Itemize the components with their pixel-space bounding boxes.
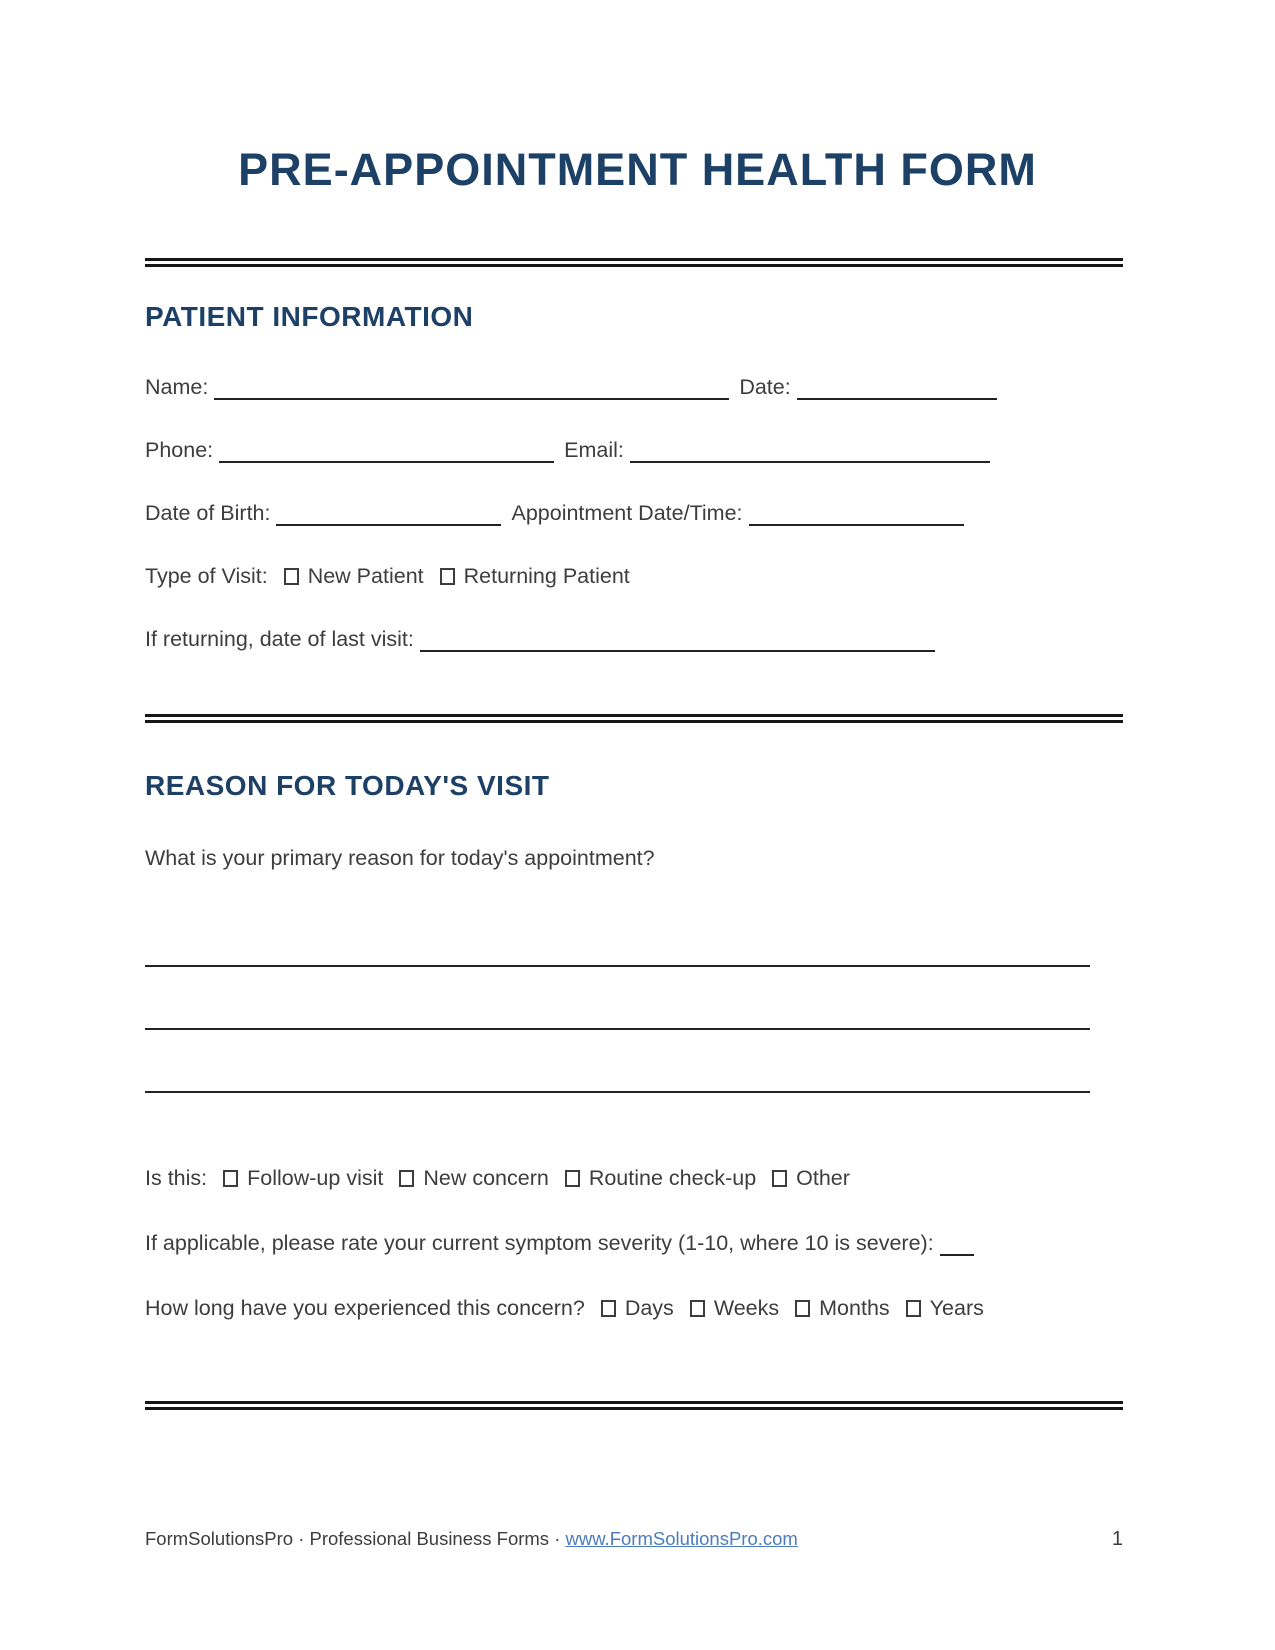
- option-label: New concern: [423, 1166, 549, 1190]
- phone-label: Phone:: [145, 438, 214, 462]
- phone-email-row: [145, 437, 1123, 463]
- duration-option-weeks: [690, 1295, 779, 1321]
- appointment-datetime-label: Appointment Date/Time:: [511, 501, 743, 525]
- checkbox-icon: [565, 1170, 580, 1187]
- visit-type-label: Type of Visit:: [145, 564, 268, 588]
- dob-appointment-row: [145, 500, 1123, 526]
- is-this-label: Is this:: [145, 1166, 208, 1190]
- duration-option-days: [601, 1295, 674, 1321]
- checkbox-icon: [399, 1170, 414, 1187]
- is-this-option-other: [772, 1165, 850, 1191]
- name-blank: [214, 376, 729, 400]
- section-divider: [145, 258, 1123, 267]
- is-this-option-new-concern: [399, 1165, 548, 1191]
- duration-option-months: [795, 1295, 890, 1321]
- section-divider: [145, 714, 1123, 723]
- last-visit-blank: [420, 628, 935, 652]
- last-visit-label: If returning, date of last visit:: [145, 627, 414, 651]
- severity-label: If applicable, please rate your current symptom severity (1-10, where 10 is severe):: [145, 1231, 934, 1255]
- footer-brand-tagline: FormSolutionsPro · Professional Business Forms ·: [145, 1528, 566, 1549]
- duration-label: How long have you experienced this concern?: [145, 1296, 585, 1320]
- name-date-row: [145, 374, 1123, 400]
- email-label: Email:: [564, 438, 624, 462]
- checkbox-icon: [795, 1300, 810, 1317]
- date-of-birth-label: Date of Birth:: [145, 501, 271, 525]
- checkbox-icon: [284, 568, 299, 585]
- section-divider: [145, 1401, 1123, 1410]
- severity-row: [145, 1230, 1123, 1256]
- primary-reason-label: What is your primary reason for today's appointment?: [145, 846, 655, 870]
- duration-option-years: [906, 1295, 984, 1321]
- answer-line-3: [145, 1069, 1090, 1093]
- option-label: Days: [624, 1296, 674, 1320]
- date-of-birth-blank: [276, 502, 501, 526]
- section-heading-patient-information: PATIENT INFORMATION: [145, 301, 474, 332]
- date-label: Date:: [739, 375, 791, 399]
- is-this-row: [145, 1165, 1123, 1191]
- answer-line-2: [145, 1006, 1090, 1030]
- email-blank: [630, 439, 990, 463]
- duration-row: [145, 1295, 1123, 1321]
- option-label: Weeks: [713, 1296, 780, 1320]
- option-label: Returning Patient: [463, 564, 630, 588]
- option-label: Follow-up visit: [247, 1166, 384, 1190]
- checkbox-icon: [440, 568, 455, 585]
- checkbox-icon: [690, 1300, 705, 1317]
- checkbox-icon: [906, 1300, 921, 1317]
- form-title: PRE-APPOINTMENT HEALTH FORM: [238, 144, 1037, 195]
- option-label: New Patient: [307, 564, 424, 588]
- option-label: Other: [796, 1166, 850, 1190]
- checkbox-icon: [772, 1170, 787, 1187]
- checkbox-icon: [223, 1170, 238, 1187]
- section-heading-reason-for-visit: REASON FOR TODAY'S VISIT: [145, 770, 550, 801]
- is-this-option-routine-check-up: [565, 1165, 756, 1191]
- severity-blank: [940, 1232, 974, 1256]
- page-footer: [145, 1528, 1123, 1551]
- is-this-option-follow-up: [223, 1165, 383, 1191]
- page-number: 1: [1111, 1528, 1123, 1550]
- visit-type-option-returning-patient: [440, 563, 630, 589]
- visit-type-row: [145, 563, 1123, 589]
- checkbox-icon: [601, 1300, 616, 1317]
- option-label: Routine check-up: [588, 1166, 757, 1190]
- footer-text: [145, 1528, 798, 1550]
- primary-reason-question: [145, 845, 1123, 871]
- answer-line-1: [145, 943, 1090, 967]
- name-label: Name:: [145, 375, 209, 399]
- footer-link[interactable]: www.FormSolutionsPro.com: [565, 1528, 798, 1549]
- option-label: Months: [819, 1296, 890, 1320]
- last-visit-row: [145, 626, 1123, 652]
- appointment-datetime-blank: [749, 502, 964, 526]
- option-label: Years: [929, 1296, 984, 1320]
- phone-blank: [219, 439, 554, 463]
- visit-type-option-new-patient: [284, 563, 424, 589]
- date-blank: [797, 376, 997, 400]
